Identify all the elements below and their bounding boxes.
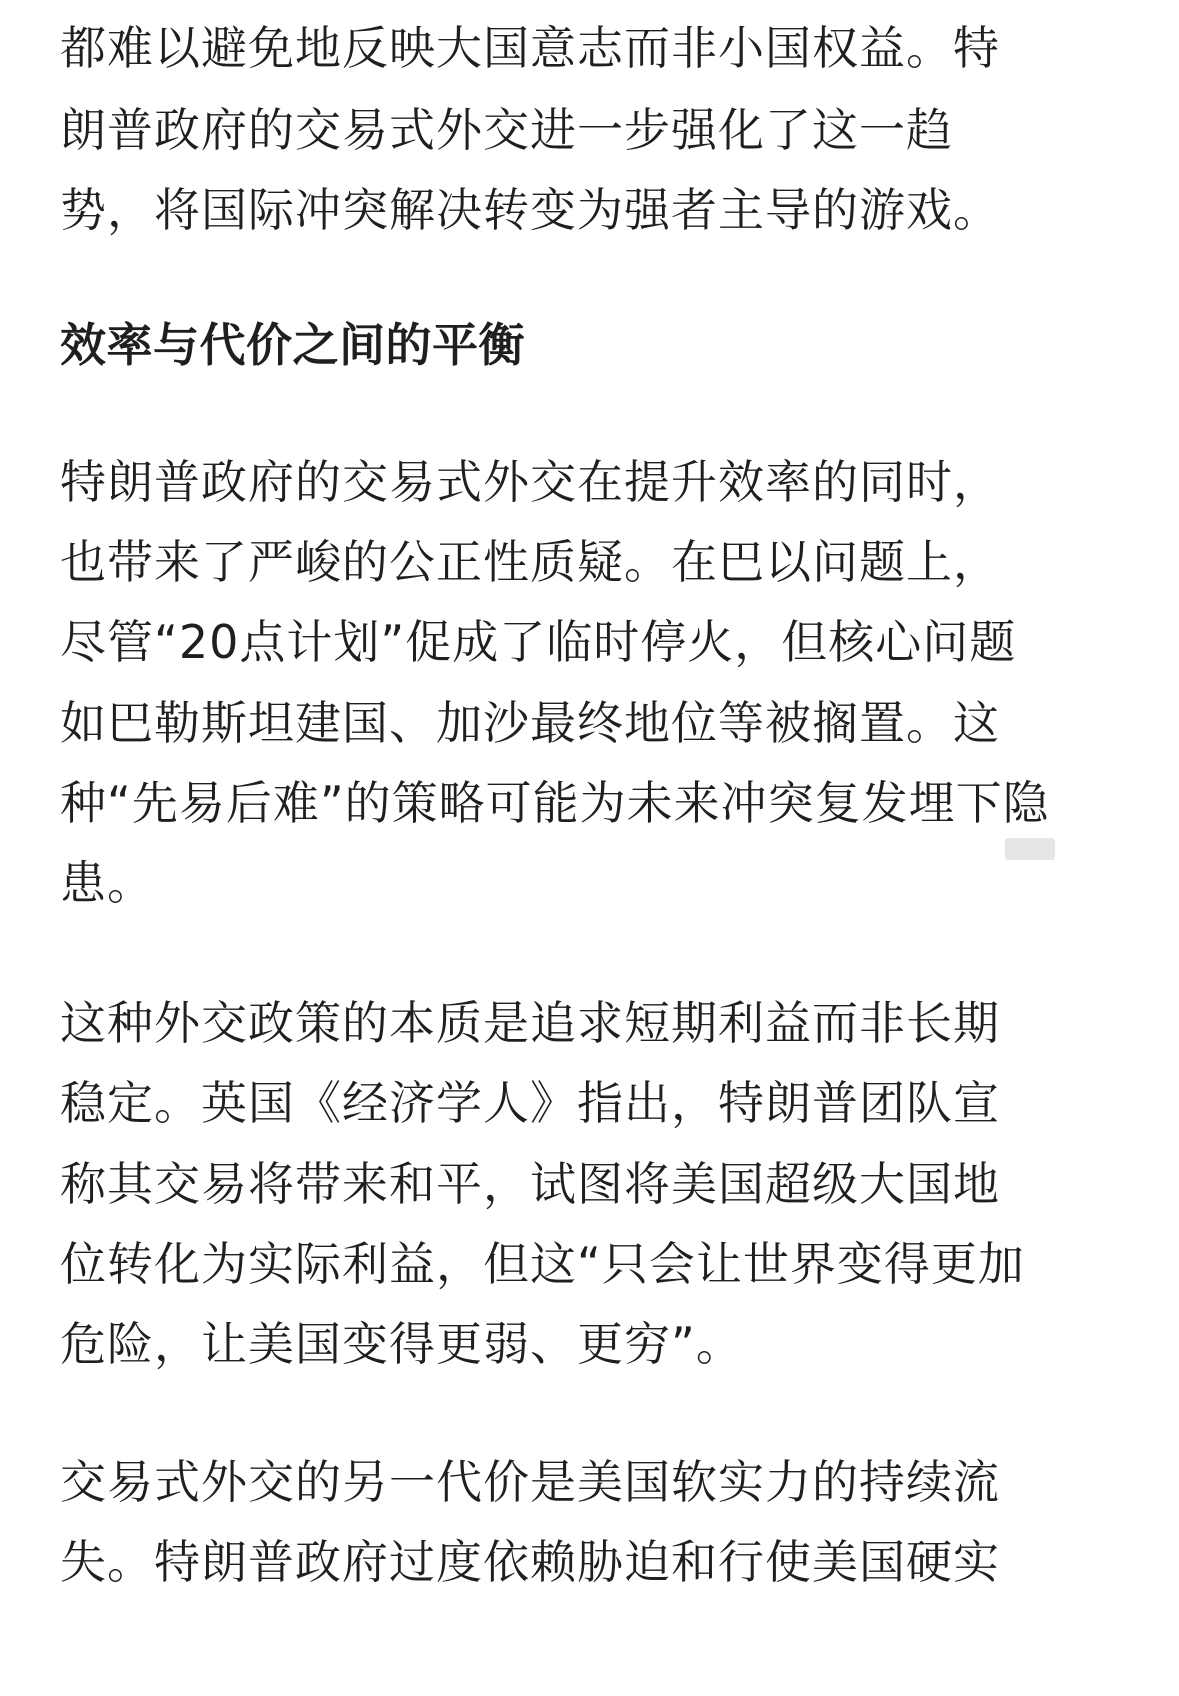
text-line: 也带来了严峻的公正性质疑。在巴以问题上， (60, 535, 1000, 589)
text-line: 称其交易将带来和平，试图将美国超级大国地 (60, 1157, 1000, 1211)
text-line: 种“先易后难”的策略可能为未来冲突复发埋下隐 (60, 776, 1050, 830)
text-line: 患。 (60, 856, 154, 910)
section-heading: 效率与代价之间的平衡 (60, 318, 525, 372)
text-line: 势，将国际冲突解决转变为强者主导的游戏。 (60, 183, 1000, 237)
text-line: 交易式外交的另一代价是美国软实力的持续流 (60, 1455, 1000, 1509)
text-line: 都难以避免地反映大国意志而非小国权益。特 (60, 21, 1000, 75)
text-line: 如巴勒斯坦建国、加沙最终地位等被搁置。这 (60, 696, 1000, 750)
text-line: 位转化为实际利益，但这“只会让世界变得更加 (60, 1237, 1025, 1291)
text-line: 这种外交政策的本质是追求短期利益而非长期 (60, 996, 1000, 1050)
text-line: 特朗普政府的交易式外交在提升效率的同时， (60, 455, 1000, 509)
text-line: 危险，让美国变得更弱、更穷”。 (60, 1317, 743, 1371)
text-line: 朗普政府的交易式外交进一步强化了这一趋 (60, 103, 953, 157)
watermark-mark (1005, 838, 1055, 860)
text-line: 失。特朗普政府过度依赖胁迫和行使美国硬实 (60, 1535, 1000, 1589)
text-line: 尽管“20点计划”促成了临时停火，但核心问题 (60, 615, 1017, 669)
text-line: 稳定。英国《经济学人》指出，特朗普团队宣 (60, 1076, 1000, 1130)
